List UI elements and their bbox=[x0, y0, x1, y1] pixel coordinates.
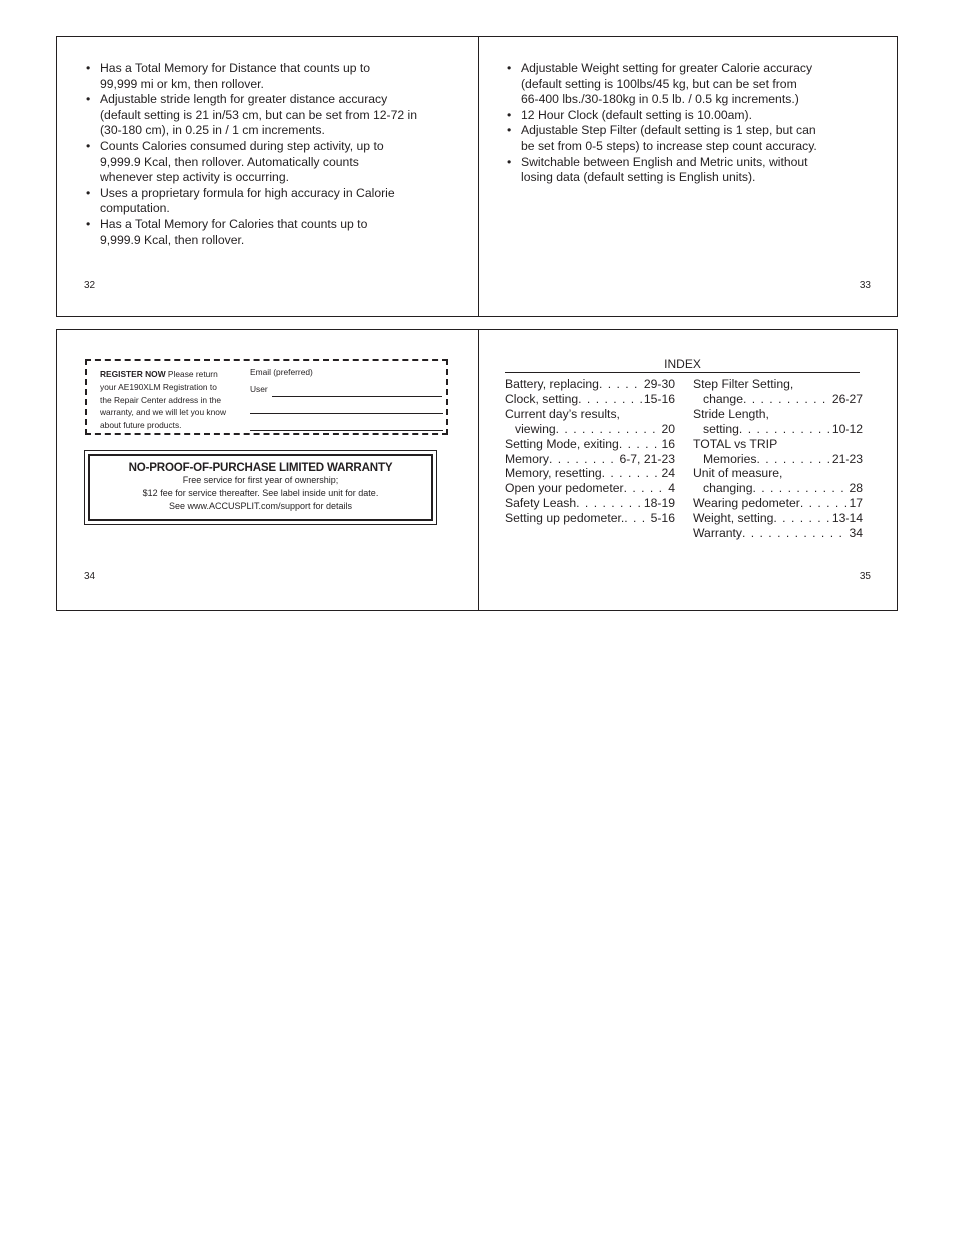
bullet-line: be set from 0-5 steps) to increase step count accuracy. bbox=[521, 138, 817, 153]
index-page-ref: 10-12 bbox=[831, 421, 863, 436]
index-leader-dots bbox=[624, 481, 668, 496]
index-term: Current day’s results, bbox=[505, 406, 620, 421]
bullet-line: whenever step activity is occurring. bbox=[100, 170, 289, 185]
index-page-ref: 21-23 bbox=[831, 451, 863, 466]
bullet-line: (30-180 cm), in 0.25 in / 1 cm increments. bbox=[100, 123, 325, 138]
index-leader-dots bbox=[757, 452, 831, 467]
index-column-1 bbox=[505, 377, 675, 526]
bullet-line: Has a Total Memory for Distance that counts up to bbox=[100, 61, 371, 75]
index-term: Setting up pedometer. bbox=[505, 511, 625, 526]
index-leader-dots bbox=[619, 437, 661, 452]
warranty-title: NO-PROOF-OF-PURCHASE LIMITED WARRANTY bbox=[128, 461, 393, 474]
index-term: Stride Length, bbox=[693, 406, 769, 421]
page-number-34: 34 bbox=[84, 571, 96, 582]
bullet-line: 12 Hour Clock (default setting is 10.00am). bbox=[521, 107, 752, 122]
index-leader-dots bbox=[578, 392, 643, 407]
index-page-ref: 26-27 bbox=[831, 391, 863, 406]
index-entry bbox=[505, 437, 675, 452]
feature-bullet bbox=[84, 92, 454, 139]
index-term: Battery, replacing bbox=[505, 377, 599, 391]
feature-list-33 bbox=[505, 61, 855, 186]
index-entry bbox=[505, 511, 675, 526]
index-leader-dots bbox=[800, 496, 849, 511]
email-label: Email (preferred) bbox=[250, 367, 313, 377]
index-column-2 bbox=[693, 377, 863, 541]
index-term: Step Filter Setting, bbox=[693, 377, 794, 391]
index-entry bbox=[693, 466, 863, 481]
index-term: setting bbox=[703, 421, 739, 436]
index-leader-dots bbox=[743, 392, 831, 407]
write-line bbox=[250, 430, 443, 431]
feature-bullet bbox=[505, 108, 855, 124]
bullet-line: (default setting is 21 in/53 cm, but can be set from 12-72 in bbox=[100, 107, 418, 122]
index-entry bbox=[693, 511, 863, 526]
index-entry bbox=[505, 422, 675, 437]
index-term: Wearing pedometer bbox=[693, 496, 800, 511]
index-page-ref: 15-16 bbox=[643, 391, 675, 406]
warranty-line: See www.ACCUSPLIT.com/support for details bbox=[168, 501, 353, 511]
index-entry bbox=[693, 407, 863, 422]
bullet-line: losing data (default setting is English units). bbox=[521, 170, 756, 185]
index-term: TOTAL vs TRIP bbox=[693, 436, 778, 451]
index-entry bbox=[505, 466, 675, 481]
index-term: Memory bbox=[505, 451, 550, 466]
page-number-32: 32 bbox=[84, 280, 96, 291]
index-page-ref: 4 bbox=[668, 481, 675, 496]
index-entry bbox=[693, 526, 863, 541]
index-leader-dots bbox=[739, 422, 831, 437]
feature-list-32 bbox=[84, 61, 454, 248]
page-number-33: 33 bbox=[859, 280, 871, 291]
index-leader-dots bbox=[602, 466, 661, 481]
feature-bullet bbox=[84, 186, 454, 217]
index-leader-dots bbox=[599, 377, 643, 392]
index-entry bbox=[693, 452, 863, 467]
index-entry bbox=[505, 377, 675, 392]
index-term: change bbox=[703, 391, 743, 406]
index-leader-dots bbox=[752, 481, 848, 496]
index-entry bbox=[693, 422, 863, 437]
page-35 bbox=[479, 330, 899, 610]
index-page-ref: 18-19 bbox=[643, 496, 675, 511]
index-title: INDEX bbox=[664, 357, 701, 371]
page-32 bbox=[57, 37, 478, 316]
index-term: Unit of measure, bbox=[693, 466, 783, 481]
page-33 bbox=[479, 37, 899, 316]
index-entry bbox=[505, 407, 675, 422]
index-page-ref: 6-7, 21-23 bbox=[619, 451, 675, 466]
bullet-line: Counts Calories consumed during step activity, up to bbox=[100, 138, 384, 153]
bullet-line: 99,999 mi or km, then rollover. bbox=[100, 76, 264, 91]
index-page-ref: 17 bbox=[849, 496, 863, 511]
user-write-line bbox=[272, 396, 442, 397]
index-term: Memory, resetting bbox=[505, 466, 602, 481]
page-34 bbox=[57, 330, 478, 610]
bullet-line: Adjustable Step Filter (default setting is 1 step, but can bbox=[521, 123, 816, 138]
index-page-ref: 20 bbox=[661, 421, 675, 436]
index-term: Setting Mode, exiting bbox=[505, 436, 619, 451]
index-term: Memories bbox=[703, 451, 757, 466]
index-term: Open your pedometer bbox=[505, 481, 624, 496]
bullet-line: Adjustable Weight setting for greater Calorie accuracy bbox=[521, 61, 813, 75]
index-entry bbox=[693, 377, 863, 392]
index-entry bbox=[505, 481, 675, 496]
register-heading: REGISTER NOW bbox=[100, 369, 166, 379]
index-page-ref: 5-16 bbox=[650, 511, 675, 526]
warranty-box bbox=[84, 450, 437, 525]
index-entry bbox=[505, 452, 675, 467]
bullet-line: Has a Total Memory for Calories that counts up to bbox=[100, 216, 368, 231]
index-term: Clock, setting bbox=[505, 391, 579, 406]
register-instructions: REGISTER NOW Please return your AE190XLM Registration to the Repair Center address in the warranty, and we will let you know about future products. bbox=[100, 369, 226, 431]
bullet-line: 9,999.9 Kcal, then rollover. bbox=[100, 232, 245, 247]
index-entry bbox=[505, 496, 675, 511]
index-page-ref: 28 bbox=[849, 481, 863, 496]
index-term: changing bbox=[703, 481, 753, 496]
index-entry bbox=[693, 392, 863, 407]
write-line bbox=[250, 413, 443, 414]
bullet-line: 66-400 lbs./30-180kg in 0.5 lb. / 0.5 kg increments.) bbox=[521, 92, 799, 107]
index-leader-dots bbox=[576, 496, 643, 511]
index-entry bbox=[693, 437, 863, 452]
index-page-ref: 16 bbox=[661, 436, 675, 451]
feature-bullet bbox=[84, 217, 454, 248]
bullet-line: (default setting is 100lbs/45 kg, but can be set from bbox=[521, 76, 797, 91]
warranty-line: Free service for first year of ownership; bbox=[182, 475, 339, 485]
index-page-ref: 29-30 bbox=[643, 377, 675, 391]
index-entry bbox=[505, 392, 675, 407]
feature-bullet bbox=[84, 61, 454, 92]
index-leader-dots bbox=[773, 511, 830, 526]
index-term: viewing bbox=[515, 421, 556, 436]
index-entry bbox=[693, 481, 863, 496]
warranty-line: $12 fee for service thereafter. See label inside unit for date. bbox=[142, 488, 379, 498]
feature-bullet bbox=[505, 61, 855, 108]
index-page-ref: 24 bbox=[661, 466, 675, 481]
sheet-bottom bbox=[56, 329, 898, 611]
index-term: Warranty bbox=[693, 526, 742, 541]
warranty-inner-frame bbox=[88, 454, 433, 521]
index-term: Safety Leash bbox=[505, 496, 577, 511]
bullet-line: 9,999.9 Kcal, then rollover. Automatically counts bbox=[100, 154, 359, 169]
user-label: User bbox=[250, 384, 268, 394]
index-leader-dots bbox=[742, 526, 848, 541]
bullet-line: Switchable between English and Metric units, without bbox=[521, 154, 808, 169]
index-entry bbox=[693, 496, 863, 511]
page-number-35: 35 bbox=[859, 571, 871, 582]
index-page-ref: 34 bbox=[849, 526, 863, 541]
index-leader-dots bbox=[556, 422, 661, 437]
index-rule bbox=[505, 372, 860, 373]
index-leader-dots bbox=[549, 452, 618, 467]
feature-bullet bbox=[505, 123, 855, 154]
index-leader-dots bbox=[624, 511, 649, 526]
bullet-line: computation. bbox=[100, 201, 170, 216]
sheet-top bbox=[56, 36, 898, 317]
bullet-line: Adjustable stride length for greater distance accuracy bbox=[100, 92, 388, 107]
index-page-ref: 13-14 bbox=[831, 511, 863, 526]
feature-bullet bbox=[84, 139, 454, 186]
bullet-line: Uses a proprietary formula for high accuracy in Calorie bbox=[100, 185, 395, 200]
feature-bullet bbox=[505, 155, 855, 186]
index-term: Weight, setting bbox=[693, 511, 774, 526]
register-card bbox=[85, 359, 448, 435]
